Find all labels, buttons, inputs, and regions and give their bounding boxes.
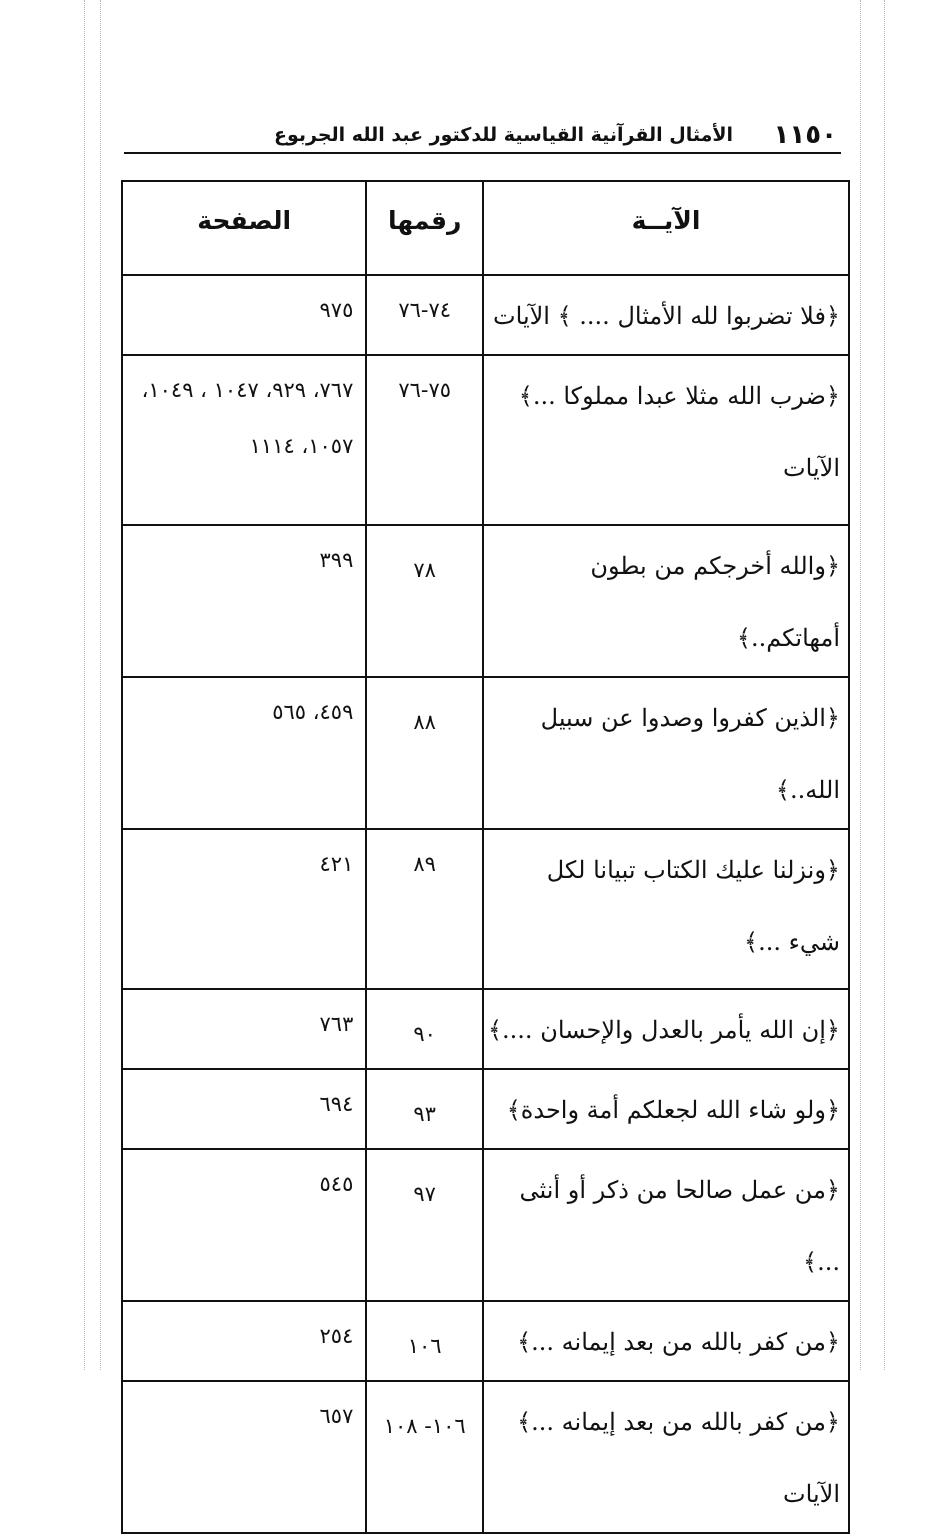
verse-cell: ﴿من عمل صالحا من ذكر أو أنثى ...﴾ [483, 1149, 849, 1301]
margin-guide-right [860, 0, 861, 1370]
verse-cell: ﴿فلا تضربوا لله الأمثال .... ﴾ الآيات [483, 275, 849, 355]
table-row [122, 355, 849, 525]
table-row [122, 677, 849, 829]
page-cell: ٩٧٥ [122, 275, 366, 355]
table-row [122, 525, 849, 677]
verse-cell: ﴿ونزلنا عليك الكتاب تبيانا لكل شيء ...﴾ [483, 829, 849, 989]
verse-number-cell: ٩٣ [366, 1069, 483, 1149]
page-cell: ٣٩٩ [122, 525, 366, 677]
verse-number-cell: ٧٤-٧٦ [366, 275, 483, 355]
margin-guide-left-inner [100, 0, 101, 1370]
table-row [122, 1149, 849, 1301]
verse-number-cell: ٧٥-٧٦ [366, 355, 483, 525]
verse-cell: ﴿الذين كفروا وصدوا عن سبيل الله..﴾ [483, 677, 849, 829]
verse-index-table [121, 180, 850, 1534]
page-cell: ٦٩٤ [122, 1069, 366, 1149]
page-number: ١١٥٠ [773, 120, 837, 150]
table-row [122, 1381, 849, 1533]
verse-cell: ﴿ولو شاء الله لجعلكم أمة واحدة﴾ [483, 1069, 849, 1149]
page-cell: ٤٢١ [122, 829, 366, 989]
page-cell: ٧٦٣ [122, 989, 366, 1069]
verse-cell: ﴿من كفر بالله من بعد إيمانه ...﴾ الآيات [483, 1381, 849, 1533]
margin-guide-right-outer [884, 0, 885, 1370]
table-row [122, 275, 849, 355]
page-cell: ٦٥٧ [122, 1381, 366, 1533]
verse-cell: ﴿إن الله يأمر بالعدل والإحسان ....﴾ [483, 989, 849, 1069]
header-verse: الآيــة [483, 181, 849, 275]
table-row [122, 989, 849, 1069]
verse-number-cell: ٨٩ [366, 829, 483, 989]
table-row [122, 1301, 849, 1381]
margin-guide-left [84, 0, 85, 1370]
header-number: رقمها [366, 181, 483, 275]
verse-number-cell: ٨٨ [366, 677, 483, 829]
verse-number-cell: ١٠٦ [366, 1301, 483, 1381]
verse-cell: ﴿والله أخرجكم من بطون أمهاتكم..﴾ [483, 525, 849, 677]
book-title: الأمثال القرآنية القياسية للدكتور عبد الله الجربوع [274, 124, 734, 146]
verse-number-cell: ١٠٦- ١٠٨ [366, 1381, 483, 1533]
verse-cell: ﴿ضرب الله مثلا عبدا مملوكا ...﴾ الآيات [483, 355, 849, 525]
page-cell: ٥٤٥ [122, 1149, 366, 1301]
page-cell: ٤٥٩، ٥٦٥ [122, 677, 366, 829]
verse-number-cell: ٧٨ [366, 525, 483, 677]
page-cell: ٧٦٧، ٩٢٩، ١٠٤٧ ، ١٠٤٩، ١٠٥٧، ١١١٤ [122, 355, 366, 525]
page-header [124, 118, 841, 154]
table-header-row [122, 181, 849, 275]
page-cell: ٢٥٤ [122, 1301, 366, 1381]
header-page: الصفحة [122, 181, 366, 275]
verse-number-cell: ٩٧ [366, 1149, 483, 1301]
verse-cell: ﴿من كفر بالله من بعد إيمانه ...﴾ [483, 1301, 849, 1381]
table-row [122, 1069, 849, 1149]
table-row [122, 829, 849, 989]
verse-number-cell: ٩٠ [366, 989, 483, 1069]
